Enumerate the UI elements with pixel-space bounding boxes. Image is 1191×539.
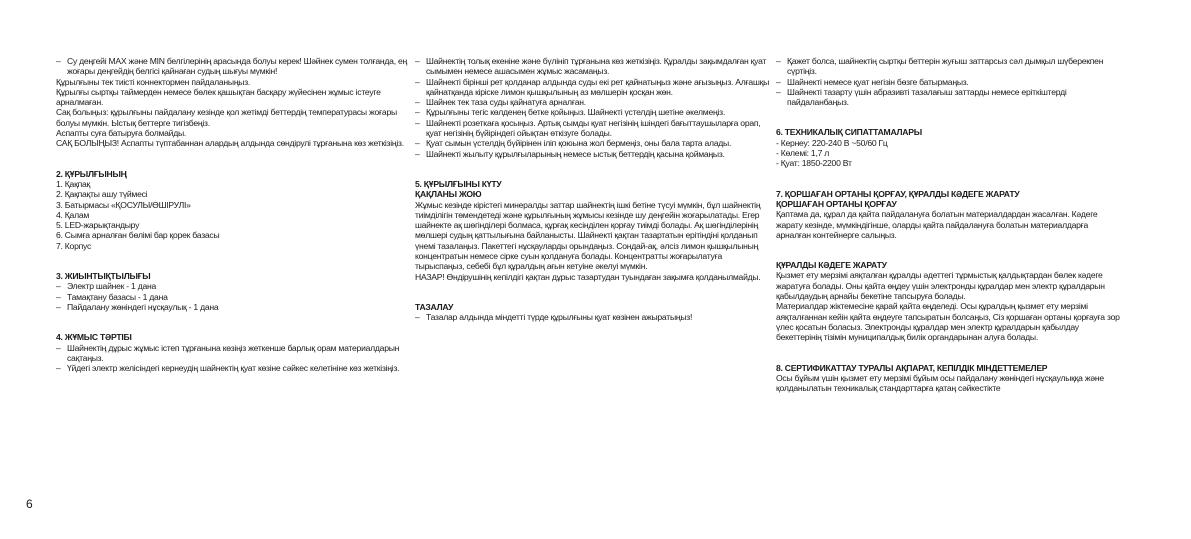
list-item: – Шайнек тек таза суды қайнатуға арналған. — [415, 97, 770, 107]
list-item: – Тазалар алдында міндетті түрде құрылғыны қуат көзінен ажыратыңыз! — [415, 312, 770, 322]
section-title-cleaning: ТАЗАЛАУ — [415, 301, 454, 312]
list-item: – Шайнекті тазарту үшін абразивті тазалағыш заттарды немесе еріткіштерді пайдаланбаңыз. — [776, 87, 1123, 108]
body-text: Жұмыс кезінде кірістегі минералды заттар шайнектің ішкі бетіне түсуі мүмкін, бұл шайнектің тиімділігін төмендетеді және құрылғының жұмысы кезінде шу деңгейін жоғарылатады. Егер шайнекте ақ шөгінділері болмаса, құрғақ кесінділен қорғау тиімді болады. Ақ шөгінділерінің мөлшері судың қаттылығына байланысты. Шайнекті қақтан тазартатын ерітіндіні қолданып үнемі тазалаңыз. Пакеттегі нұсқауларды орындаңыз. Сондай-ақ, әлсіз лимон қышқылының концентратын немесе сірке суын қолдануға болады. Концентратты жоғарылатуға тырыспаңыз, себебі бұл құралдың ағын кетуіне әкелуі мүмкін. — [415, 199, 761, 272]
section-title-2: 2. ҚҰРЫЛҒЫНЫҢ — [56, 168, 127, 179]
section-title-3: 3. ЖИЫНТЫҚТЫЛЫҒЫ — [56, 271, 151, 282]
spec-item: - Көлемі: 1,7 л — [776, 148, 830, 159]
intro-item: САҚ БОЛЫҢЫЗ! Аспапты түптабаннан алардың алдында сөндірулі тұрғанына көз жеткізіңіз. — [56, 138, 404, 149]
list-item: 3. Батырмасы «ҚОСУЛЫ/ӨШІРУЛІ» — [56, 199, 191, 210]
list-item: – Электр шайнек - 1 дана — [56, 281, 408, 291]
intro-item: – Су деңгейі MAX және MIN белгілерінің арасында болуы керек! Шәйнек сумен толғанда, ең жоғары деңгейдің белгісі қайнаған судың шығуы мүмкін! — [56, 56, 408, 77]
section-title-8: 8. СЕРТИФИКАТТАУ ТУРАЛЫ АҚПАРАТ, КЕПІЛДІК МІНДЕТТЕМЕЛЕР — [776, 362, 1048, 373]
body-text: Қызмет ету мерзімі аяқталған құралды әдеттегі тұрмыстық қалдықтардан бөлек кәдеге жаратуға болады. Оны қайта өңдеу үшін электронды құралдар мен электр құралдарын қабылдаудың арнайы бекетіне тапсыруға болады. — [776, 270, 1105, 302]
warning-note: НАЗАР! Өндірушінің кепілдігі қақтан дұрыс тазартудан туындаған зақымға қолданылмайды. — [415, 271, 761, 282]
body-text: Қаптама да, құрал да қайта пайдалануға болатын материалдардан жасалған. Кәдеге жарату кезінде, мүмкіндігінше, оларды қайта пайдалануға болатын материалдарға арналған контейнерге салыңыз. — [776, 209, 1098, 240]
list-item: – Шайнекті бірінші рет қолданар алдында суды екі рет қайнатыңыз және ағызыңыз. Алғашқы қайнатқанда кіріске лимон қышқылының аз мөлшерін қосқан жөн. — [415, 77, 770, 98]
list-item: – Қажет болса, шайнектің сыртқы беттерін жуғыш заттарсыз сәл дымқыл шүберекпен сүртіңіз. — [776, 56, 1123, 77]
list-item: 7. Корпус — [56, 240, 92, 251]
list-item: – Құрылғыны тегіс көлденең бетке қойыңыз. Шайнекті үстелдің шетіне әкелмеңіз. — [415, 107, 770, 117]
list-item: 6. Сымға арналған бөлімі бар қорек базасы — [56, 230, 220, 241]
column-3 — [776, 56, 1123, 393]
intro-item: Құрылғыны тек тиісті коннектормен пайдаланыңыз. — [56, 76, 251, 87]
list-item: 1. Қақпақ — [56, 178, 91, 189]
body-text: Осы бұйым үшін қызмет ету мерзімі бұйым осы пайдалану жөніндегі нұсқаулыққа және қолданылатын техникалық стандарттарға қатаң сәйкестікте — [776, 372, 1104, 394]
list-item: 4. Қалам — [56, 209, 90, 220]
list-item: – Шайнекті жылыту құрылғыларының немесе ыстық беттердің қасына қоймаңыз. — [415, 149, 770, 159]
section-title-6: 6. ТЕХНИКАЛЫҚ СИПАТТАМАЛАРЫ — [776, 127, 922, 138]
list-item: – Шайнекті немесе қуат негізін бөзге батырмаңыз. — [776, 77, 1123, 87]
column-2 — [415, 56, 770, 323]
list-item: – Қуат сымын үстелдің бүйірінен іліп қоюына жол бермеңіз, оны бала тарта алады. — [415, 138, 770, 148]
column-1 — [56, 56, 408, 373]
intro-item: Құрылғы сыртқы таймерден немесе бөлек қашықтан басқару жүйесінен жұмыс істеуге арналмаған. — [56, 86, 381, 108]
section-subtitle-5: ҚАҚЛАНЫ ЖОЮ — [415, 189, 482, 200]
list-item: – Пайдалану жөніндегі нұсқаулық - 1 дана — [56, 302, 408, 312]
section-title-7: 7. ҚОРШАҒАН ОРТАНЫ ҚОРҒАУ, ҚҰРАЛДЫ КӘДЕГЕ ЖАРАТУ — [776, 188, 1020, 199]
body-text: Материалдар жіктемесіне қарай қайта өңделеді. Осы құралдың қызмет ету мерзімі аяқталғаннан кейін қайта өңдеуге тапсыратын болсаңыз, Сіз қоршаған ортаны қорғауға зор үлес қосатын боласыз. Электронды құралдар мен электр құралдарын қабылдау бекеттерінің тізімін муниципалдық билік органдарынан алуға болады. — [776, 301, 1120, 343]
section-title-5: 5. ҚҰРЫЛҒЫНЫ КҮТУ — [415, 178, 502, 189]
list-item: 5. LED-жарықтандыру — [56, 220, 140, 231]
section-subtitle-7: ҚОРШАҒАН ОРТАНЫ ҚОРҒАУ — [776, 198, 897, 209]
list-item: – Үйдегі электр желісіндегі кернеудің шайнектің қуат көзіне сәйкес келетініне көз жеткізіңіз. — [56, 363, 408, 373]
intro-item: Сақ болыңыз: құрылғыны пайдалану кезінде қол жетімді беттердің температурасы жоғары болуы мүмкін. Ыстық беттерге тигізбеңіз. — [56, 107, 397, 128]
list-item: – Шайнектің дұрыс жұмыс істеп тұрғанына көзіңіз жеткенше барлық орам материалдарын сақтаңыз. — [56, 343, 408, 364]
list-item: – Тамақтану базасы - 1 дана — [56, 292, 408, 302]
section-subtitle-disposal: ҚҰРАЛДЫ КӘДЕГЕ ЖАРАТУ — [776, 260, 887, 271]
intro-item: Аспапты суға батыруға болмайды. — [56, 128, 187, 139]
spec-item: - Қуат: 1850-2200 Вт — [776, 158, 852, 169]
list-item: – Шайнекті розеткаға қосыңыз. Артық сымды қуат негізінің ішіндегі бағыттаушыларға орап, қуат негізінің бүйіріндегі ойықтан өткізуге болады. — [415, 118, 770, 139]
section-title-4: 4. ЖҰМЫС ТӘРТІБІ — [56, 332, 132, 343]
list-item: – Шайнектің толық екеніне және бүлініп тұрғанына көз жеткізіңіз. Құралды зақымдалған қуат сымымен немесе ашасымен жұмыс жасамаңыз. — [415, 56, 770, 77]
spec-item: - Кернеу: 220-240 В ~50/60 Гц — [776, 137, 888, 148]
page-number: 6 — [26, 497, 33, 511]
list-item: 2. Қақпақты ашу түймесі — [56, 189, 148, 200]
